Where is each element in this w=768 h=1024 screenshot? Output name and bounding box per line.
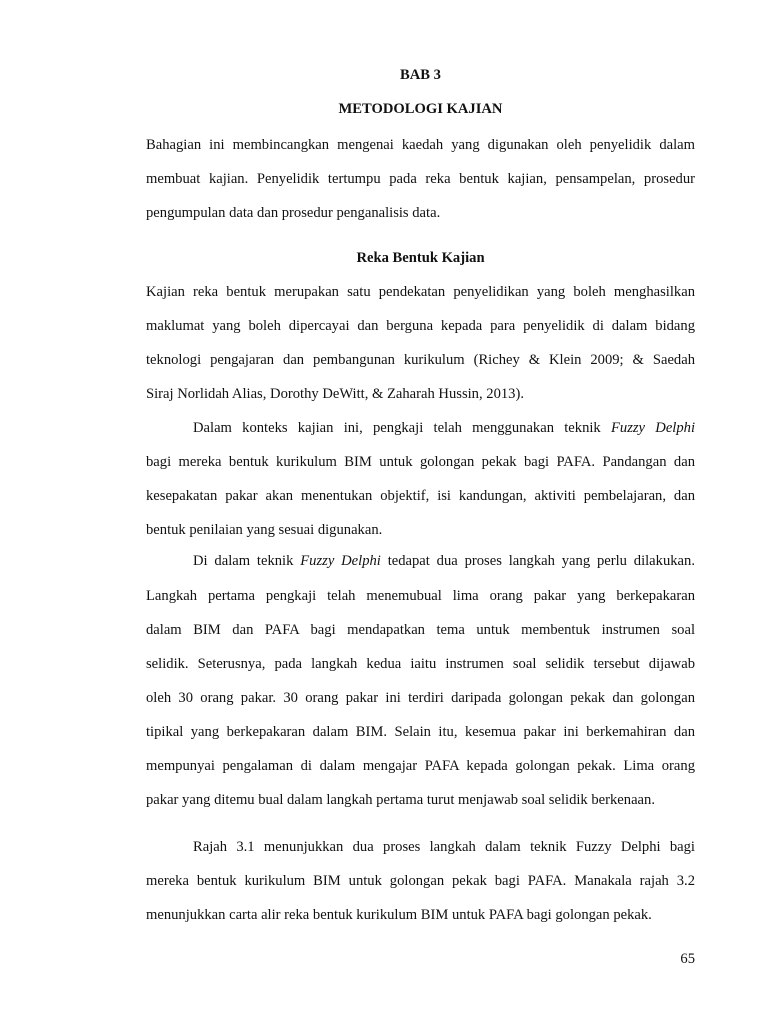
section-heading: Reka Bentuk Kajian bbox=[356, 250, 485, 266]
para4-line-3: menunjukkan carta alir reka bentuk kurikulum BIM untuk PAFA bagi golongan pekak. bbox=[146, 907, 652, 923]
fuzzy-delphi-term: Fuzzy Delphi bbox=[300, 553, 381, 569]
para4-line-1: Rajah 3.1 menunjukkan dua proses langkah dalam teknik Fuzzy Delphi bagi bbox=[193, 839, 695, 855]
chapter-label: BAB 3 bbox=[400, 67, 441, 83]
para1-line-4: Siraj Norlidah Alias, Dorothy DeWitt, & Zaharah Hussin, 2013). bbox=[146, 386, 524, 402]
para3-line-7: mempunyai pengalaman di dalam mengajar PAFA kepada golongan pekak. Lima orang bbox=[146, 758, 695, 774]
para2-line-1-text: Dalam konteks kajian ini, pengkaji telah menggunakan teknik bbox=[193, 420, 611, 436]
para3-line-8: pakar yang ditemu bual dalam langkah pertama turut menjawab soal selidik berkenaan. bbox=[146, 792, 655, 808]
para3-line-3: dalam BIM dan PAFA bagi mendapatkan tema untuk membentuk instrumen soal bbox=[146, 622, 695, 638]
para3-line-2: Langkah pertama pengkaji telah menemubual lima orang pakar yang berkepakaran bbox=[146, 588, 695, 604]
intro-line-2: membuat kajian. Penyelidik tertumpu pada reka bentuk kajian, pensampelan, prosedur bbox=[146, 171, 695, 187]
para2-line-1 bbox=[193, 419, 695, 437]
para3-line-5: oleh 30 orang pakar. 30 orang pakar ini terdiri daripada golongan pekak dan golongan bbox=[146, 690, 695, 706]
page-number: 65 bbox=[680, 951, 695, 967]
para3-line-6: tipikal yang berkepakaran dalam BIM. Selain itu, kesemua pakar ini berkemahiran dan bbox=[146, 724, 695, 740]
fuzzy-delphi-term: Fuzzy Delphi bbox=[610, 420, 696, 436]
para4-line-2: mereka bentuk kurikulum BIM untuk golongan pekak bagi PAFA. Manakala rajah 3.2 bbox=[146, 873, 695, 889]
intro-line-1: Bahagian ini membincangkan mengenai kaedah yang digunakan oleh penyelidik dalam bbox=[146, 137, 695, 153]
intro-line-3: pengumpulan data dan prosedur penganalisis data. bbox=[146, 205, 441, 221]
para1-line-1: Kajian reka bentuk merupakan satu pendekatan penyelidikan yang boleh menghasilkan bbox=[146, 284, 695, 300]
page-title: METODOLOGI KAJIAN bbox=[338, 101, 503, 117]
para2-line-2: bagi mereka bentuk kurikulum BIM untuk golongan pekak bagi PAFA. Pandangan dan bbox=[146, 454, 695, 470]
para3-line-1 bbox=[193, 552, 695, 570]
para3-line-1-post: tedapat dua proses langkah yang perlu dilakukan. bbox=[380, 553, 695, 569]
para3-line-4: selidik. Seterusnya, pada langkah kedua iaitu instrumen soal selidik tersebut dijawab bbox=[146, 656, 695, 672]
para1-line-3: teknologi pengajaran dan pembangunan kurikulum (Richey & Klein 2009; & Saedah bbox=[146, 352, 695, 368]
para3-line-1-pre: Di dalam teknik bbox=[193, 553, 301, 569]
para1-line-2: maklumat yang boleh dipercayai dan berguna kepada para penyelidik di dalam bidang bbox=[146, 318, 695, 334]
para2-line-3: kesepakatan pakar akan menentukan objektif, isi kandungan, aktiviti pembelajaran, dan bbox=[146, 488, 695, 504]
para2-line-4: bentuk penilaian yang sesuai digunakan. bbox=[146, 522, 383, 538]
